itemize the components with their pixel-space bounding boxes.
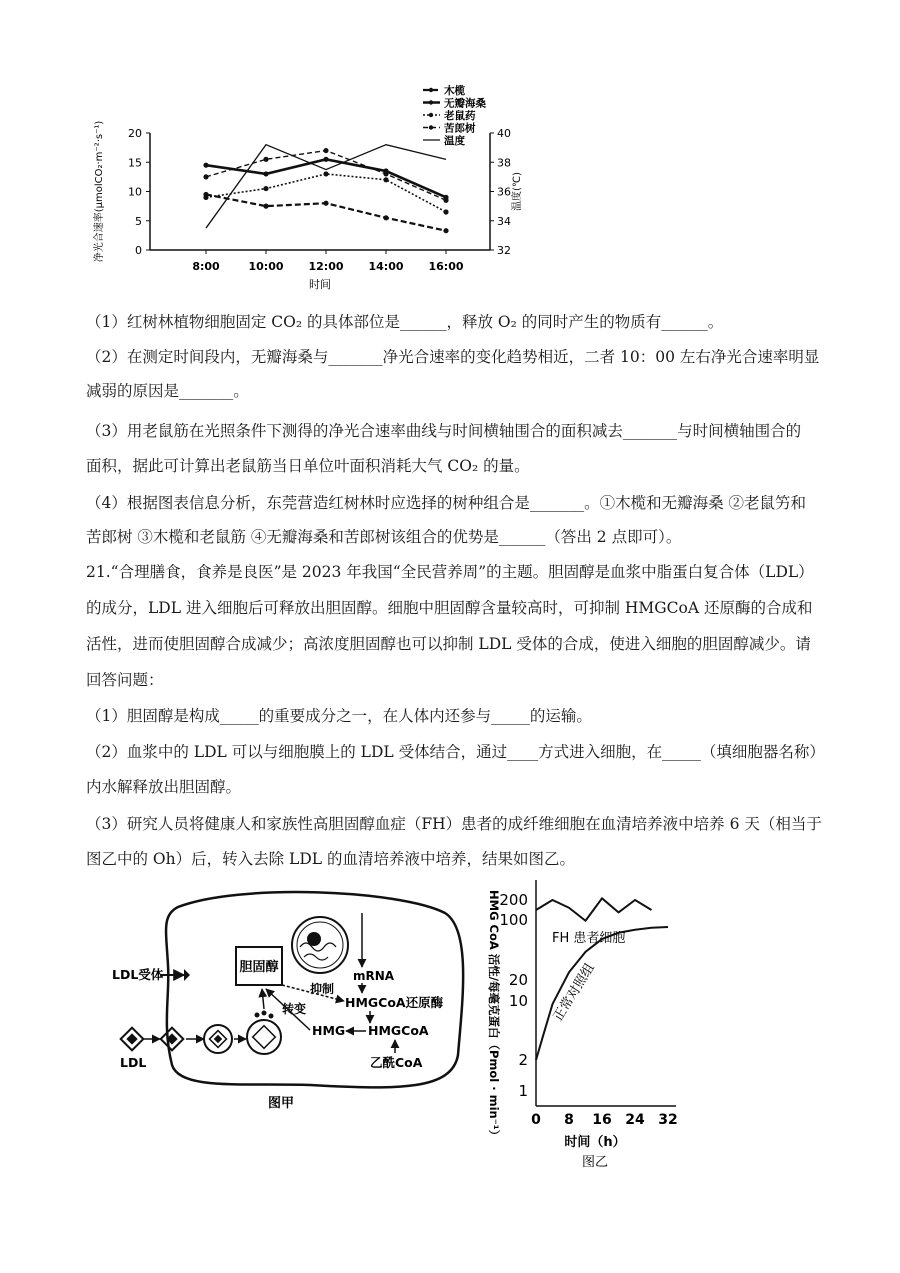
series-point-3 <box>203 195 208 200</box>
figure-yi-chart <box>460 880 700 1170</box>
q21-part1: （1）胆固醇是构成_____的重要成分之一，在人体内还参与_____的运输。 <box>86 707 592 725</box>
ldl-bound-receptor <box>161 1028 184 1051</box>
series-point-3 <box>323 171 328 176</box>
legend-label: 木榄 <box>444 85 465 97</box>
legend-marker <box>429 125 433 129</box>
ldl-receptor-shape <box>184 969 190 981</box>
chart-axes <box>487 880 678 1170</box>
series-line-3 <box>206 174 446 212</box>
figure-jia-cell-diagram <box>100 885 480 1115</box>
x-tick-label: 32 <box>658 1112 678 1128</box>
legend-marker <box>429 100 433 104</box>
normal-curve <box>536 927 668 1060</box>
q20-part2-line1: （2）在测定时间段内，无瓣海桑与_______净光合速率的变化趋势相近，二者 10：00 左右净光合速率明显 <box>86 348 820 366</box>
series-point-3 <box>383 177 388 182</box>
series-point-4 <box>323 148 328 153</box>
legend-label: 老鼠药 <box>444 110 476 122</box>
transform-label: 转变 <box>282 1002 307 1016</box>
series-line-1 <box>206 194 446 230</box>
right-tick-label: 32 <box>497 244 511 257</box>
q20-part1: （1）红树林植物细胞固定 CO₂ 的具体部位是______，释放 O₂ 的同时产生的物质有______。 <box>86 313 724 331</box>
fh-series-label: FH 患者细胞 <box>552 931 626 946</box>
ldl-label: LDL <box>120 1055 147 1070</box>
y-tick-label: 100 <box>499 911 528 929</box>
left-tick-label: 15 <box>128 156 142 170</box>
x-tick-label: 10:00 <box>248 260 284 273</box>
right-tick-label: 34 <box>497 214 511 228</box>
series-point-1 <box>263 204 268 209</box>
series-point-2 <box>263 171 268 176</box>
inhibit-label: 抑制 <box>310 982 335 996</box>
legend-marker <box>429 88 433 92</box>
y-tick-label: 1 <box>518 1082 528 1100</box>
legend-marker <box>429 113 433 117</box>
x-tick-label: 14:00 <box>368 260 404 273</box>
q20-part2-line2: 减弱的原因是_______。 <box>86 382 249 400</box>
y-tick-label: 2 <box>518 1051 528 1069</box>
right-tick-label: 40 <box>497 127 511 140</box>
q21-intro-line1: 21.“合理膳食，食养是良医”是 2023 年我国“全民营养周”的主题。胆固醇是血浆中脂蛋白复合体（LDL） <box>86 563 814 581</box>
x-tick-label: 24 <box>625 1112 645 1128</box>
series-point-4 <box>203 174 208 179</box>
series-point-1 <box>323 201 328 206</box>
series-point-3 <box>263 186 268 191</box>
lysosome-to-cholesterol-arrow <box>262 989 264 1009</box>
x-tick-label: 8:00 <box>192 260 220 273</box>
hmgcoa-label: HMGCoA <box>368 1023 429 1038</box>
figure-jia-caption: 图甲 <box>268 1096 295 1111</box>
x-tick-label: 8 <box>564 1112 574 1128</box>
legend-label: 温度 <box>444 135 465 147</box>
x-axis-title: 时间 <box>309 278 331 291</box>
right-tick-label: 36 <box>497 185 511 199</box>
cholesterol-label: 胆固醇 <box>239 960 279 975</box>
q20-part3-line2: 面积，据此可计算出老鼠筋当日单位叶面积消耗大气 CO₂ 的量。 <box>86 457 530 475</box>
q21-intro-line4: 回答问题： <box>86 671 164 689</box>
q20-part4-line2: 苦郎树 ③木榄和老鼠筋 ④无瓣海桑和苦郎树该组合的优势是______（答出 2 点即可）。 <box>86 528 682 546</box>
q21-part2-line2: 内水解释放出胆固醇。 <box>86 778 242 796</box>
y-axis-title: HMG CoA 活性/每毫克蛋白（Pmol · min⁻¹） <box>487 890 501 1142</box>
photosynthesis-chart <box>80 76 523 291</box>
hmg-label: HMG <box>312 1023 346 1038</box>
q21-part2-line1: （2）血浆中的 LDL 可以与细胞膜上的 LDL 受体结合，通过____方式进入细胞，在_____（填细胞器名称） <box>86 743 825 761</box>
normal-series-label: 正常对照组 <box>550 961 598 1025</box>
x-tick-label: 16:00 <box>428 260 464 273</box>
enzyme-label: HMGCoA还原酶 <box>345 995 444 1010</box>
chart-series <box>203 145 448 234</box>
series-point-1 <box>443 228 448 233</box>
chart-series <box>536 898 668 1060</box>
left-tick-label: 20 <box>128 127 142 140</box>
x-tick-label: 0 <box>531 1112 541 1128</box>
series-point-2 <box>323 157 328 162</box>
q21-intro-line3: 活性，进而使胆固醇合成减少；高浓度胆固醇也可以抑制 LDL 受体的合成，使进入细胞的胆固醇减少。请 <box>86 635 811 653</box>
series-point-3 <box>443 209 448 214</box>
left-tick-label: 0 <box>135 244 142 257</box>
left-tick-label: 10 <box>128 185 142 199</box>
legend-label: 无瓣海桑 <box>444 97 486 110</box>
fh-curve <box>536 898 652 920</box>
mrna-label: mRNA <box>353 969 395 983</box>
x-axis-title: 时间（h） <box>564 1135 626 1150</box>
right-tick-label: 38 <box>497 156 511 170</box>
series-point-1 <box>383 215 388 220</box>
right-axis-title: 温度(℃) <box>512 171 523 212</box>
left-tick-label: 5 <box>135 214 142 228</box>
chart-legend <box>423 84 486 147</box>
endocytic-vesicle <box>204 1025 232 1053</box>
q21-intro-line2: 的成分，LDL 进入细胞后可释放出胆固醇。细胞中胆固醇含量较高时，可抑制 HMGCoA 还原酶的合成和 <box>86 599 813 617</box>
q21-part3-line1: （3）研究人员将健康人和家族性高胆固醇血症（FH）患者的成纤维细胞在血清培养液中培养 6 天（相当于 <box>86 815 822 833</box>
series-point-4 <box>263 157 268 162</box>
nucleus <box>292 917 348 973</box>
x-tick-label: 12:00 <box>308 260 344 273</box>
ldl-receptor-label: LDL受体 <box>112 967 164 982</box>
left-axis-title: 净光合速率(μmolCO₂·m⁻²·s⁻¹) <box>94 120 105 263</box>
figure-yi-caption: 图乙 <box>581 1155 609 1170</box>
acetyl-coa-label: 乙酰CoA <box>370 1055 423 1070</box>
x-tick-label: 16 <box>592 1112 612 1128</box>
q21-part3-line2: 图乙中的 Oh）后，转入去除 LDL 的血清培养液中培养，结果如图乙。 <box>86 850 575 868</box>
series-point-4 <box>383 171 388 176</box>
q20-part3-line1: （3）用老鼠筋在光照条件下测得的净光合速率曲线与时间横轴围合的面积减去_______与时间横轴围合的 <box>86 422 802 440</box>
y-tick-label: 200 <box>499 891 528 909</box>
q20-part4-line1: （4）根据图表信息分析，东莞营造红树林时应选择的树种组合是_______。①木榄和无瓣海桑 ②老鼠竻和 <box>86 494 807 512</box>
series-point-4 <box>443 198 448 203</box>
ldl-particle <box>121 1028 144 1051</box>
legend-label: 苦郎树 <box>444 122 476 135</box>
y-tick-label: 20 <box>508 971 528 989</box>
series-point-2 <box>203 163 208 168</box>
y-tick-label: 10 <box>508 992 528 1010</box>
lysosome <box>247 1011 281 1055</box>
